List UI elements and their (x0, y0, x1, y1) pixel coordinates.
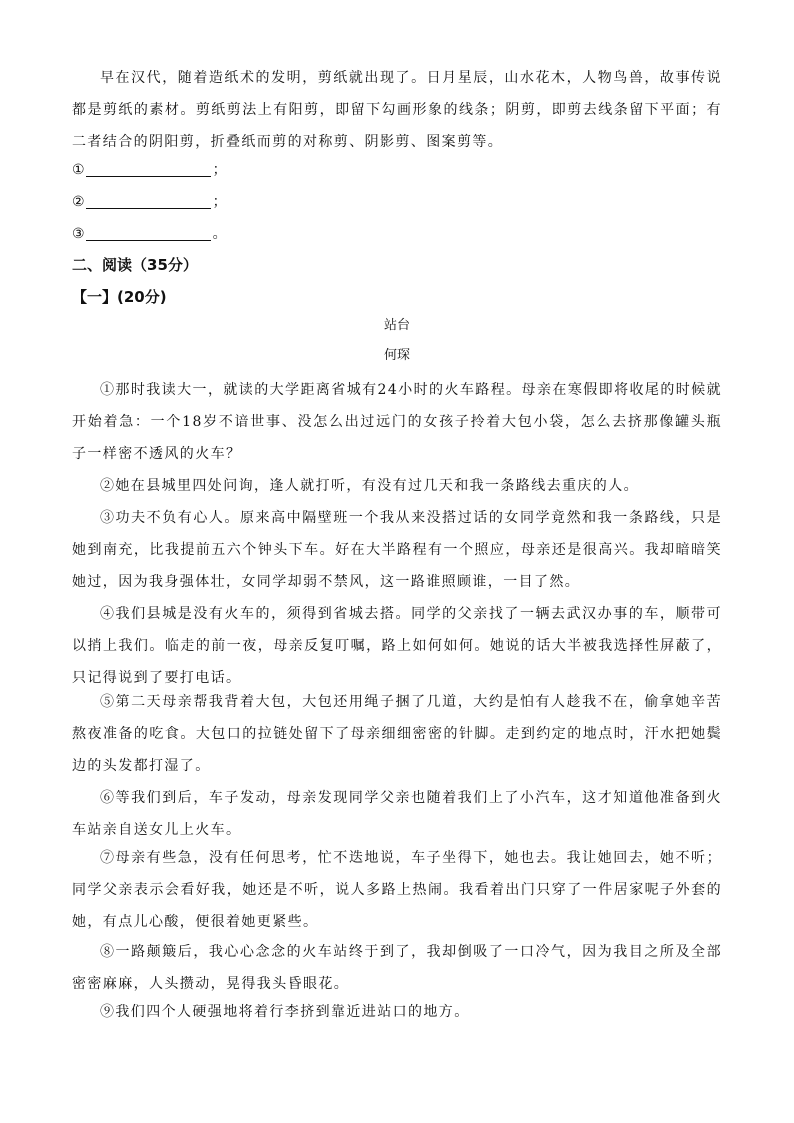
article-paragraph-8: ⑧一路颠簸后，我心心念念的火车站终于到了，我却倒吸了一口冷气，因为我目之所及全部密密麻麻，人头攒动，晃得我头昏眼花。 (72, 944, 722, 992)
fill-in-blank[interactable] (86, 226, 211, 241)
answer-blank-1 (72, 160, 227, 180)
blank-punctuation: ； (212, 194, 227, 210)
blank-punctuation: 。 (212, 226, 227, 242)
blank-punctuation: ； (212, 162, 227, 178)
answer-blank-3 (72, 224, 227, 244)
article-paragraph-5: ⑤第二天母亲帮我背着大包，大包还用绳子捆了几道，大约是怕有人趁我不在，偷拿她辛苦熬夜准备的吃食。大包口的拉链处留下了母亲细细密密的针脚。走到约定的地点时，汗水把她鬓边的头发都打湿了。 (72, 694, 722, 774)
blank-number: ③ (72, 226, 85, 242)
answer-blank-2 (72, 192, 227, 212)
fill-in-blank[interactable] (86, 162, 211, 177)
blank-number: ② (72, 194, 85, 210)
part-title: 【一】(20分) (72, 288, 167, 306)
blank-number: ① (72, 162, 85, 178)
article-title: 站台 (383, 318, 410, 333)
article-paragraph-6: ⑥等我们到后，车子发动，母亲发现同学父亲也随着我们上了小汽车，这才知道他准备到火车站亲自送女儿上火车。 (72, 790, 722, 838)
article-paragraph-2: ②她在县城里四处问询，逢人就打听，有没有过几天和我一条路线去重庆的人。 (100, 478, 639, 494)
article-paragraph-9: ⑨我们四个人硬强地将着行李挤到靠近进站口的地方。 (100, 1004, 470, 1020)
intro-paragraph: 早在汉代，随着造纸术的发明，剪纸就出现了。日月星辰，山水花木，人物鸟兽，故事传说都是剪纸的素材。剪纸剪法上有阳剪，即留下勾画形象的线条；阴剪，即剪去线条留下平面；有二者结合的阴阳剪，折叠纸而剪的对称剪、阴影剪、图案剪等。 (72, 70, 722, 150)
fill-in-blank[interactable] (86, 194, 211, 209)
article-paragraph-4: ④我们县城是没有火车的，须得到省城去搭。同学的父亲找了一辆去武汉办事的车，顺带可以捎上我们。临走的前一夜，母亲反复叮嘱，路上如何如何。她说的话大半被我选择性屏蔽了，只记得说到了要打电话。 (72, 606, 722, 686)
article-paragraph-7: ⑦母亲有些急，没有任何思考，忙不迭地说，车子坐得下，她也去。我让她回去，她不听；同学父亲表示会看好我，她还是不听，说人多路上热闹。我看着出门只穿了一件居家呢子外套的她，有点儿心酸，便很着她更紧些。 (72, 850, 722, 930)
article-paragraph-3: ③功夫不负有心人。原来高中隔壁班一个我从来没搭过话的女同学竟然和我一条路线，只是她到南充，比我提前五六个钟头下车。好在大半路程有一个照应，母亲还是很高兴。我却暗暗笑她过，因为我身强体壮，女同学却弱不禁风，这一路谁照顾谁，一目了然。 (72, 510, 722, 590)
section-title: 二、阅读（35分） (72, 256, 198, 274)
article-paragraph-1: ①那时我读大一，就读的大学距离省城有24小时的火车路程。母亲在寒假即将收尾的时候就开始着急：一个18岁不谙世事、没怎么出过远门的女孩子拎着大包小袋，怎么去挤那像罐头瓶子一样密不透风的火车？ (72, 382, 722, 462)
article-author: 何琛 (383, 348, 410, 363)
